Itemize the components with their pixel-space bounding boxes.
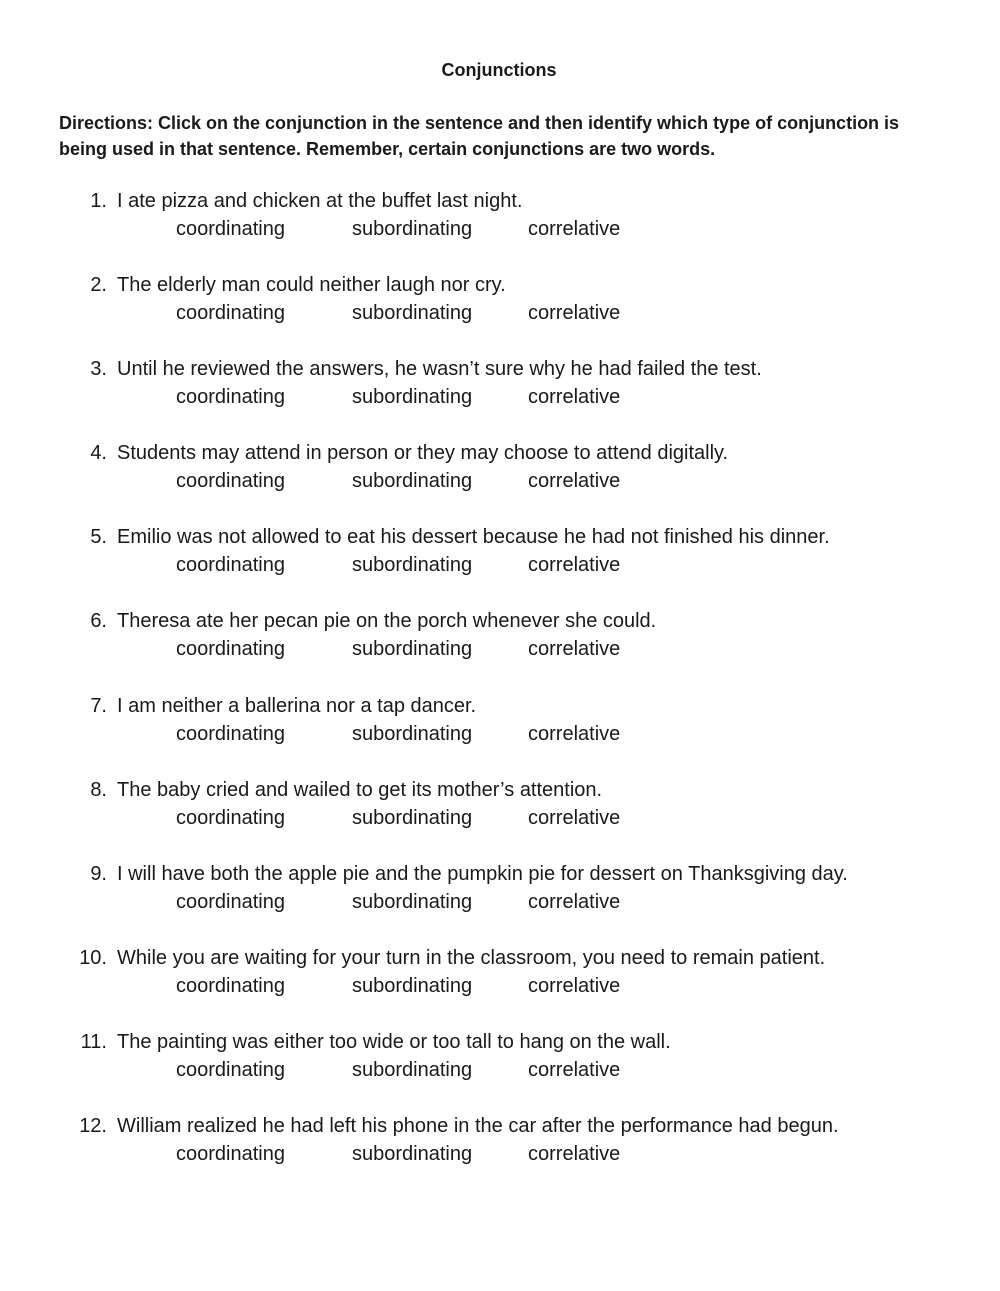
option-coordinating[interactable]: coordinating [176,470,285,493]
option-subordinating[interactable]: subordinating [352,386,473,409]
option-coordinating[interactable]: coordinating [176,1143,285,1166]
question-number: 11. [80,1030,107,1053]
question-number: 4. [90,442,107,465]
option-correlative[interactable]: correlative [528,1058,621,1081]
question-number: 12. [79,1115,107,1138]
question-number: 10. [79,946,107,969]
option-subordinating[interactable]: subordinating [352,974,473,997]
question-8 [0,776,1000,860]
option-coordinating[interactable]: coordinating [176,806,285,829]
question-number: 6. [90,610,107,633]
option-correlative[interactable]: correlative [528,218,621,240]
option-coordinating[interactable]: coordinating [176,722,285,745]
question-number: 1. [90,190,107,212]
question-9 [0,860,1000,944]
option-correlative[interactable]: correlative [528,806,621,829]
question-number: 9. [90,862,107,885]
option-correlative[interactable]: correlative [528,974,621,997]
option-subordinating[interactable]: subordinating [352,806,473,829]
question-6 [0,607,1000,691]
question-number: 8. [90,778,107,801]
question-sentence[interactable]: William realized he had left his phone in the car after the performance had begun. [117,1115,839,1138]
option-correlative[interactable]: correlative [528,722,621,745]
question-sentence[interactable]: The baby cried and wailed to get its mother’s attention. [117,778,603,801]
question-sentence[interactable]: Emilio was not allowed to eat his dessert because he had not finished his dinner. [117,526,830,549]
question-sentence[interactable]: Students may attend in person or they may choose to attend digitally. [117,442,729,465]
option-correlative[interactable]: correlative [528,302,621,325]
option-subordinating[interactable]: subordinating [352,470,473,493]
question-number: 2. [90,274,107,297]
question-4 [0,439,1000,523]
question-sentence[interactable]: I will have both the apple pie and the pumpkin pie for dessert on Thanksgiving day. [117,862,848,885]
question-3 [0,355,1000,439]
option-coordinating[interactable]: coordinating [176,218,285,240]
question-sentence[interactable]: While you are waiting for your turn in the classroom, you need to remain patient. [117,946,826,969]
question-1 [0,187,1000,271]
question-12 [0,1112,1000,1196]
option-subordinating[interactable]: subordinating [352,1058,473,1081]
question-number: 7. [90,694,107,717]
question-10 [0,944,1000,1028]
question-sentence[interactable]: I am neither a ballerina nor a tap dancer. [117,694,477,717]
option-coordinating[interactable]: coordinating [176,638,285,661]
question-sentence[interactable]: I ate pizza and chicken at the buffet last night. [117,190,523,212]
worksheet-title: Conjunctions [441,60,557,80]
option-coordinating[interactable]: coordinating [176,386,285,409]
directions-text: Directions: Click on the conjunction in the sentence and then identify which type of conjunction is being used in that sentence. Remember, certain conjunctions are two words. [59,113,900,159]
question-number: 3. [90,358,107,381]
option-correlative[interactable]: correlative [528,1143,621,1166]
option-correlative[interactable]: correlative [528,386,621,409]
option-coordinating[interactable]: coordinating [176,890,285,913]
option-subordinating[interactable]: subordinating [352,890,473,913]
option-coordinating[interactable]: coordinating [176,1058,285,1081]
question-5 [0,523,1000,607]
option-correlative[interactable]: correlative [528,890,621,913]
option-subordinating[interactable]: subordinating [352,722,473,745]
option-coordinating[interactable]: coordinating [176,554,285,577]
question-11 [0,1028,1000,1112]
option-coordinating[interactable]: coordinating [176,302,285,325]
question-number: 5. [90,526,107,549]
question-list [0,187,1000,1196]
option-correlative[interactable]: correlative [528,470,621,493]
option-coordinating[interactable]: coordinating [176,974,285,997]
option-subordinating[interactable]: subordinating [352,218,473,240]
option-correlative[interactable]: correlative [528,638,621,661]
question-7 [0,692,1000,776]
question-2 [0,271,1000,355]
option-subordinating[interactable]: subordinating [352,1143,473,1166]
question-sentence[interactable]: Theresa ate her pecan pie on the porch whenever she could. [117,610,657,633]
option-subordinating[interactable]: subordinating [352,302,473,325]
question-sentence[interactable]: The elderly man could neither laugh nor cry. [117,274,506,297]
option-subordinating[interactable]: subordinating [352,638,473,661]
question-sentence[interactable]: The painting was either too wide or too tall to hang on the wall. [117,1030,671,1053]
option-subordinating[interactable]: subordinating [352,554,473,577]
option-correlative[interactable]: correlative [528,554,621,577]
question-sentence[interactable]: Until he reviewed the answers, he wasn’t sure why he had failed the test. [117,358,762,381]
